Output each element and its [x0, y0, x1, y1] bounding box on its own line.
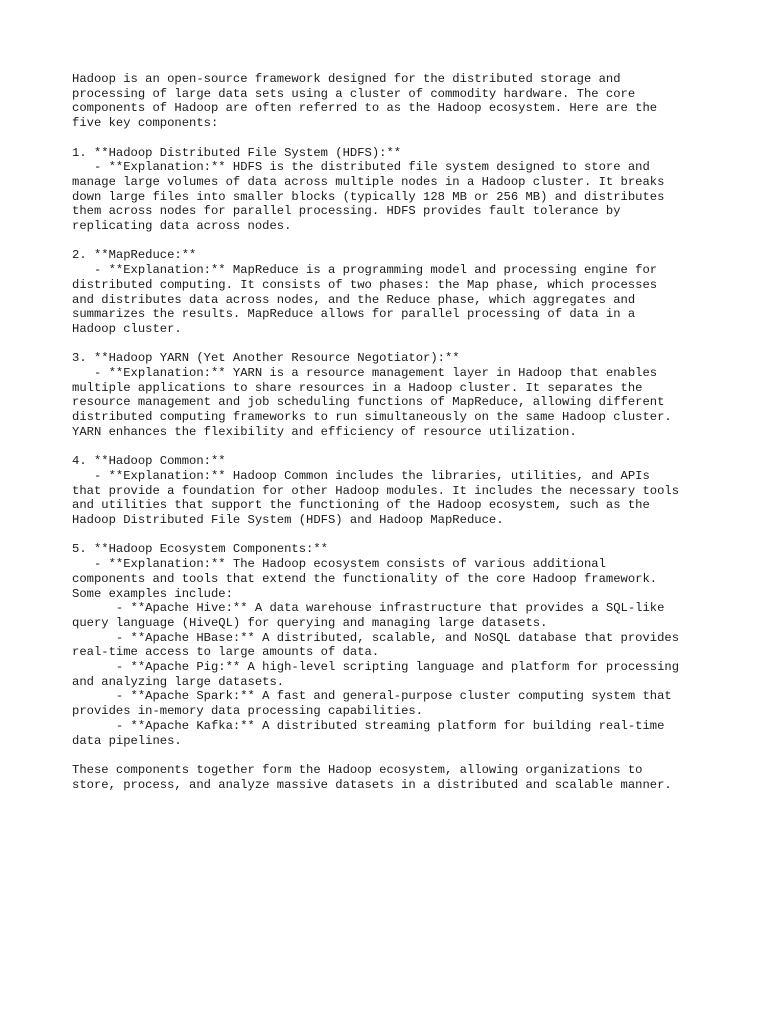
section-heading: 5. **Hadoop Ecosystem Components:**	[72, 542, 328, 557]
conclusion-paragraph	[72, 763, 712, 792]
text-line: components of Hadoop are often referred to as the Hadoop ecosystem. Here are the	[72, 101, 658, 116]
text-line: and distributes data across nodes, and the Reduce phase, which aggregates and	[72, 292, 636, 307]
text-line: distributed computing. It consists of two phases: the Map phase, which processes	[72, 277, 658, 292]
text-line: Hadoop Distributed File System (HDFS) and Hadoop MapReduce.	[72, 513, 504, 528]
paragraph-gap	[72, 337, 712, 352]
text-line: and analyzing large datasets.	[72, 674, 285, 689]
text-line: Some examples include:	[72, 586, 233, 601]
text-line: summarizes the results. MapReduce allows for parallel processing of data in a	[72, 307, 636, 322]
paragraph-gap	[72, 440, 712, 455]
section-ecosystem-components	[72, 542, 712, 748]
text-line: five key components:	[72, 116, 219, 131]
document-body	[72, 72, 712, 792]
section-hdfs	[72, 146, 712, 234]
section-heading: 1. **Hadoop Distributed File System (HDFS):**	[72, 145, 402, 160]
text-line: - **Apache Pig:** A high-level scripting language and platform for processing	[72, 660, 680, 675]
text-line: that provide a foundation for other Hadoop modules. It includes the necessary tools	[72, 483, 680, 498]
text-line: distributed computing frameworks to run simultaneously on the same Hadoop cluster.	[72, 410, 672, 425]
text-line: processing of large data sets using a cluster of commodity hardware. The core	[72, 86, 636, 101]
section-heading: 4. **Hadoop Common:**	[72, 454, 226, 469]
paragraph-gap	[72, 234, 712, 249]
text-line: components and tools that extend the functionality of the core Hadoop framework.	[72, 571, 658, 586]
text-line: - **Apache Spark:** A fast and general-purpose cluster computing system that	[72, 689, 672, 704]
paragraph-gap	[72, 748, 712, 763]
text-line: down large files into smaller blocks (typically 128 MB or 256 MB) and distributes	[72, 189, 665, 204]
text-line: manage large volumes of data across multiple nodes in a Hadoop cluster. It breaks	[72, 174, 665, 189]
text-line: multiple applications to share resources in a Hadoop cluster. It separates the	[72, 380, 643, 395]
section-yarn	[72, 351, 712, 439]
text-line: - **Explanation:** HDFS is the distributed file system designed to store and	[72, 160, 650, 175]
text-line: - **Apache HBase:** A distributed, scalable, and NoSQL database that provides	[72, 630, 680, 645]
section-hadoop-common	[72, 454, 712, 528]
text-line: resource management and job scheduling functions of MapReduce, allowing different	[72, 395, 665, 410]
section-heading: 3. **Hadoop YARN (Yet Another Resource Negotiator):**	[72, 351, 460, 366]
text-line: - **Explanation:** YARN is a resource management layer in Hadoop that enables	[72, 366, 658, 381]
text-line: - **Explanation:** MapReduce is a programming model and processing engine for	[72, 263, 658, 278]
text-line: Hadoop cluster.	[72, 321, 182, 336]
text-line: - **Apache Hive:** A data warehouse infrastructure that provides a SQL-like	[72, 601, 665, 616]
text-line: real-time access to large amounts of data.	[72, 645, 380, 660]
text-line: YARN enhances the flexibility and efficiency of resource utilization.	[72, 424, 577, 439]
text-line: provides in-memory data processing capabilities.	[72, 704, 424, 719]
text-line: - **Apache Kafka:** A distributed streaming platform for building real-time	[72, 718, 665, 733]
text-line: data pipelines.	[72, 733, 182, 748]
section-mapreduce	[72, 248, 712, 336]
text-line: replicating data across nodes.	[72, 219, 292, 234]
text-line: Hadoop is an open-source framework designed for the distributed storage and	[72, 72, 621, 86]
text-line: them across nodes for parallel processing. HDFS provides fault tolerance by	[72, 204, 621, 219]
text-line: These components together form the Hadoop ecosystem, allowing organizations to	[72, 762, 643, 777]
intro-paragraph	[72, 72, 712, 131]
paragraph-gap	[72, 131, 712, 146]
text-line: - **Explanation:** Hadoop Common includes the libraries, utilities, and APIs	[72, 468, 650, 483]
text-line: and utilities that support the functioning of the Hadoop ecosystem, such as the	[72, 498, 650, 513]
text-line: store, process, and analyze massive datasets in a distributed and scalable manner.	[72, 777, 672, 792]
paragraph-gap	[72, 528, 712, 543]
text-line: query language (HiveQL) for querying and managing large datasets.	[72, 615, 548, 630]
text-line: - **Explanation:** The Hadoop ecosystem consists of various additional	[72, 557, 606, 572]
section-heading: 2. **MapReduce:**	[72, 248, 197, 263]
